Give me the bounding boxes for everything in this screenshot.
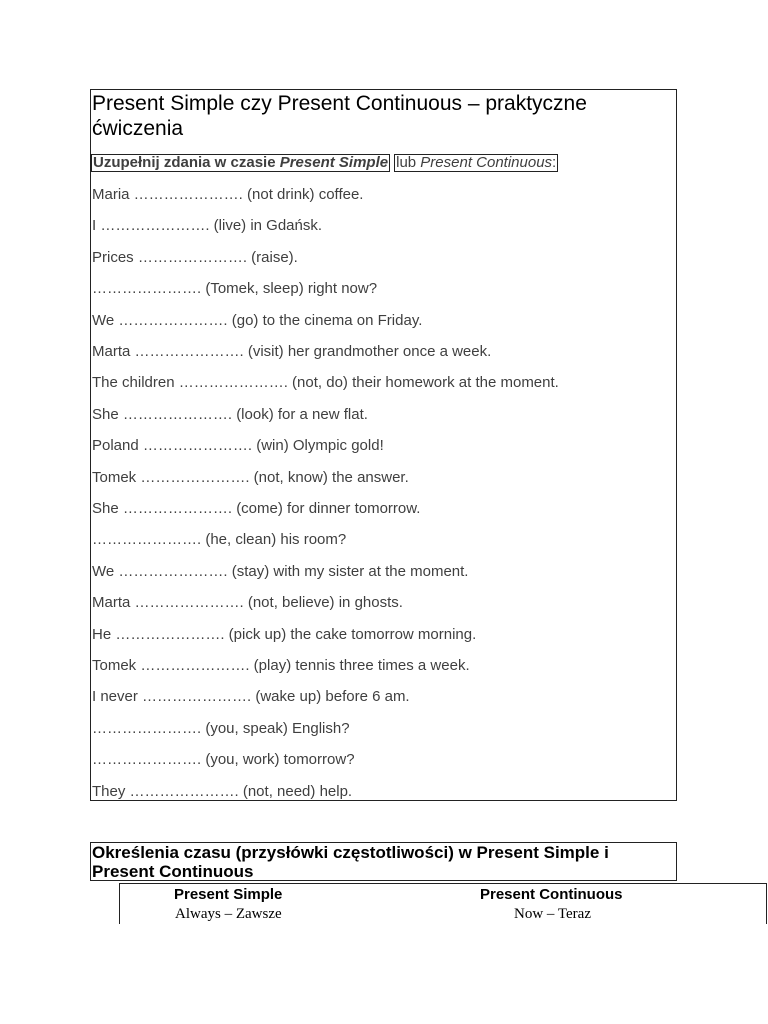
page-title: Present Simple czy Present Continuous – praktyczne ćwiczenia bbox=[92, 92, 587, 140]
sentence-item: She …………………. (look) for a new flat. bbox=[92, 405, 368, 423]
sentence-item: I never …………………. (wake up) before 6 am. bbox=[92, 688, 410, 706]
sentence-item: They …………………. (not, need) help. bbox=[92, 782, 353, 800]
sentence-item: Maria …………………. (not drink) coffee. bbox=[92, 186, 364, 203]
sentence-item: Poland …………………. (win) Olympic gold! bbox=[92, 437, 384, 455]
table-cell: Always – Zawsze bbox=[175, 906, 282, 922]
sentence-item: He …………………. (pick up) the cake tomorrow morning. bbox=[92, 625, 477, 643]
sentence-item: Marta …………………. (not, believe) in ghosts. bbox=[92, 594, 403, 612]
sentence-item: Tomek …………………. (play) tennis three times a week. bbox=[92, 657, 470, 674]
instruction-part2 bbox=[394, 154, 558, 172]
instruction-part1-text: Uzupełnij zdania w czasie bbox=[93, 154, 280, 171]
sentence-item: …………………. (you, speak) English? bbox=[92, 719, 350, 737]
table-header-present-continuous: Present Continuous bbox=[480, 886, 623, 903]
instruction bbox=[91, 154, 558, 172]
section-title: Określenia czasu (przysłówki częstotliwości) w Present Simple i Present Continuous bbox=[92, 843, 609, 881]
table-cell: Now – Teraz bbox=[514, 906, 591, 922]
sentence-item: Marta …………………. (visit) her grandmother once a week. bbox=[92, 343, 492, 360]
sentence-item: The children …………………. (not, do) their homework at the moment. bbox=[92, 374, 559, 392]
instruction-part2-text: lub bbox=[396, 154, 421, 171]
sentence-item: We …………………. (stay) with my sister at the moment. bbox=[92, 562, 469, 580]
instruction-part2-end: : bbox=[552, 154, 557, 171]
sentence-item: Prices …………………. (raise). bbox=[92, 248, 298, 266]
sentence-item: …………………. (you, work) tomorrow? bbox=[92, 751, 355, 769]
sentence-item: Tomek …………………. (not, know) the answer. bbox=[92, 468, 409, 486]
sentence-item: I …………………. (live) in Gdańsk. bbox=[92, 217, 323, 235]
sentence-item: We …………………. (go) to the cinema on Friday. bbox=[92, 311, 423, 329]
sentence-item: She …………………. (come) for dinner tomorrow. bbox=[92, 500, 421, 517]
instruction-part1-italic: Present Simple bbox=[279, 154, 389, 171]
instruction-part2-italic: Present Continuous bbox=[420, 154, 553, 171]
adverbs-table bbox=[119, 883, 767, 924]
table-header-present-simple: Present Simple bbox=[174, 886, 283, 903]
instruction-part1 bbox=[91, 154, 390, 172]
sentence-item: …………………. (he, clean) his room? bbox=[92, 531, 347, 549]
sentence-item: …………………. (Tomek, sleep) right now? bbox=[92, 280, 378, 298]
